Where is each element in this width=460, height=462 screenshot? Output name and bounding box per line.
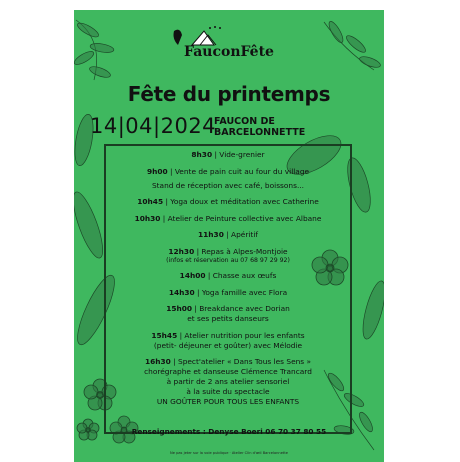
entry-time: 15h00 xyxy=(166,304,193,313)
entry-time: 16h30 xyxy=(144,357,171,366)
entry-text: et ses petits danseurs xyxy=(187,314,269,323)
entry-note: (infos et réservation au 07 68 97 29 92) xyxy=(166,256,290,264)
entry-text: | Yoga famille avec Flora xyxy=(194,287,288,297)
entry-text: | Chasse aux œufs xyxy=(205,271,277,280)
entry-text: à la suite du spectacle xyxy=(186,387,270,396)
entry-time: 14h00 xyxy=(179,271,206,280)
schedule-entry xyxy=(104,150,352,160)
entry-text: | Spect'atelier « Dans Tous les Sens » xyxy=(170,357,312,366)
entry-text: chorégraphe et danseuse Clémence Trancard xyxy=(144,367,312,376)
entry-time: 11h30 xyxy=(198,230,224,239)
schedule-entry xyxy=(104,214,352,224)
schedule-entry xyxy=(104,271,352,281)
entry-time: 9h00 xyxy=(146,166,168,176)
event-date: 14|04|2024 xyxy=(90,114,217,138)
entry-text: | Vente de pain cuit au four du village xyxy=(167,166,310,176)
event-title: Fête du printemps xyxy=(127,82,331,106)
entry-time: 15h45 xyxy=(151,330,178,340)
schedule-entry xyxy=(104,288,352,298)
entry-text: | Yoga doux et méditation avec Catherine xyxy=(163,197,319,206)
footer-fineprint: Ne pas jeter sur la voie publique · Atelier Clin d'œil Barcelonnette xyxy=(170,451,288,455)
schedule-entry xyxy=(104,167,352,191)
schedule-entry xyxy=(104,247,352,265)
place-line-2: BARCELONNETTE xyxy=(214,126,306,138)
place-line-1: FAUCON DE xyxy=(214,116,275,127)
entry-text: | Atelier nutrition pour les enfants xyxy=(177,330,305,340)
entry-time: 10h45 xyxy=(137,197,164,206)
schedule-entry xyxy=(104,331,352,351)
logo-wordmark: FauconFête xyxy=(184,44,274,60)
entry-text: | Vide-grenier xyxy=(212,150,265,159)
entry-time: 10h30 xyxy=(134,213,161,223)
schedule-entry xyxy=(104,230,352,240)
schedule-entry xyxy=(104,357,352,397)
entry-text: | Repas à Alpes-Montjoie xyxy=(194,246,288,256)
entry-text: (petit- déjeuner et goûter) avec Mélodie xyxy=(153,340,303,350)
entry-text: | Atelier de Peinture collective avec Albane xyxy=(160,213,322,223)
entry-text: | Breakdance avec Dorian xyxy=(192,304,290,313)
event-place xyxy=(214,117,305,138)
schedule-entry xyxy=(104,197,352,207)
entry-text: à partir de 2 ans atelier sensoriel xyxy=(166,377,290,386)
entry-text: Stand de réception avec café, boissons... xyxy=(151,180,305,190)
snack-line: UN GOÛTER POUR TOUS LES ENFANTS xyxy=(156,397,300,406)
schedule-entry xyxy=(104,304,352,324)
contact-line: Renseignements : Denyse Boeri 06 70 37 80 55 xyxy=(131,427,327,436)
schedule-list xyxy=(104,150,352,407)
entry-time: 12h30 xyxy=(168,246,195,256)
poster xyxy=(74,10,384,462)
entry-text: | Apéritif xyxy=(223,230,258,239)
entry-time: 8h30 xyxy=(191,150,213,159)
entry-time: 14h30 xyxy=(168,287,195,297)
